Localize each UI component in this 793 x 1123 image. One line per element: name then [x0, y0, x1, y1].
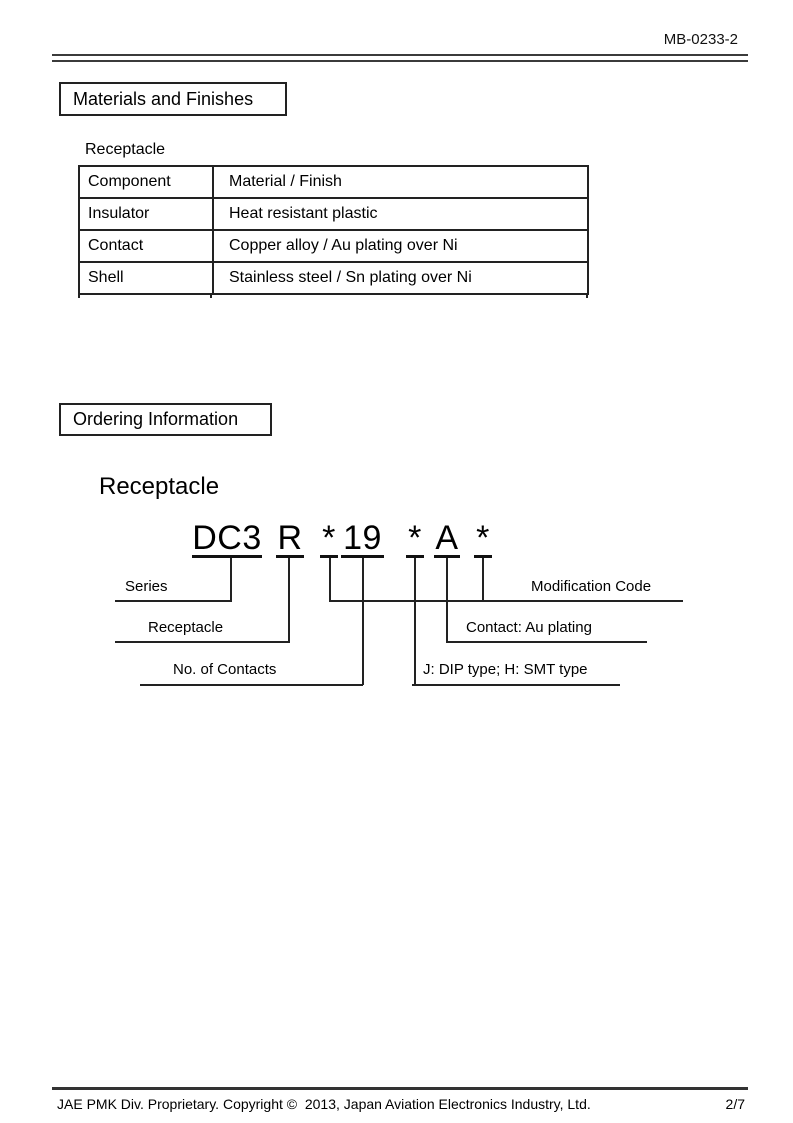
- part-number-segment-wildcard1: *: [320, 519, 338, 558]
- table-cell: Contact: [79, 230, 213, 262]
- connector-line-modcode-right: [482, 558, 484, 601]
- callout-label-series: Series: [125, 578, 168, 595]
- table-cell: Shell: [79, 262, 213, 294]
- callout-line-mount-type: [412, 684, 620, 686]
- table-row-shell: [79, 262, 588, 294]
- callout-line-series: [115, 600, 232, 602]
- connector-line-receptacle: [288, 558, 290, 642]
- callout-line-no-of-contacts: [140, 684, 363, 686]
- table-cell: Copper alloy / Au plating over Ni: [213, 230, 588, 262]
- table-cell: Insulator: [79, 198, 213, 230]
- callout-label-no-of-contacts: No. of Contacts: [173, 661, 277, 678]
- table-cell: Heat resistant plastic: [213, 198, 588, 230]
- part-number-segment-plating: A: [435, 519, 459, 557]
- part-number-segment-contacts: 19: [341, 519, 384, 558]
- connector-line-series: [230, 558, 232, 601]
- callout-label-contact-plating: Contact: Au plating: [466, 619, 592, 636]
- table-row-contact: [79, 230, 588, 262]
- connector-line-modcode-left: [329, 558, 331, 601]
- materials-table: [78, 165, 589, 295]
- doc-number: MB-0233-2: [663, 31, 738, 48]
- callout-line-contact-plating: [446, 641, 647, 643]
- materials-section-title: Materials and Finishes: [73, 88, 254, 109]
- table-row-insulator: [79, 198, 588, 230]
- ordering-section-title-box: [59, 403, 272, 436]
- connector-line-mount-type: [414, 558, 416, 685]
- material-finish-header-cell: Material / Finish: [213, 166, 588, 198]
- table-bottom-stub: [210, 293, 212, 298]
- part-number-segment-wildcard3: *: [474, 519, 492, 558]
- table-row-header: [79, 166, 588, 198]
- table-bottom-stub: [78, 293, 80, 298]
- part-number-segment-type: R: [277, 519, 303, 557]
- footer-copyright: JAE PMK Div. Proprietary. Copyright © 2013, Japan Aviation Electronics Industry, Ltd.: [57, 1096, 591, 1112]
- callout-label-receptacle: Receptacle: [148, 619, 224, 636]
- header-double-rule: [52, 54, 748, 62]
- materials-section-title-box: [59, 82, 287, 116]
- callout-line-modification-code: [329, 600, 683, 602]
- callout-label-modification-code: Modification Code: [531, 578, 652, 595]
- materials-subsection-label: Receptacle: [85, 141, 166, 158]
- connector-line-contacts: [362, 558, 364, 685]
- table-bottom-stub: [586, 293, 588, 298]
- callout-line-receptacle: [115, 641, 290, 643]
- table-cell: Stainless steel / Sn plating over Ni: [213, 262, 588, 294]
- component-header-cell: Component: [79, 166, 213, 198]
- part-number-segment-series: DC3: [192, 519, 262, 557]
- callout-label-mount-type: J: DIP type; H: SMT type: [423, 661, 588, 678]
- footer-rule: [52, 1087, 748, 1090]
- footer-page-number: 2/7: [725, 1096, 745, 1112]
- part-number-segment-wildcard2: *: [406, 519, 424, 558]
- ordering-subsection-heading: Receptacle: [99, 473, 220, 500]
- ordering-section-title: Ordering Information: [73, 409, 239, 429]
